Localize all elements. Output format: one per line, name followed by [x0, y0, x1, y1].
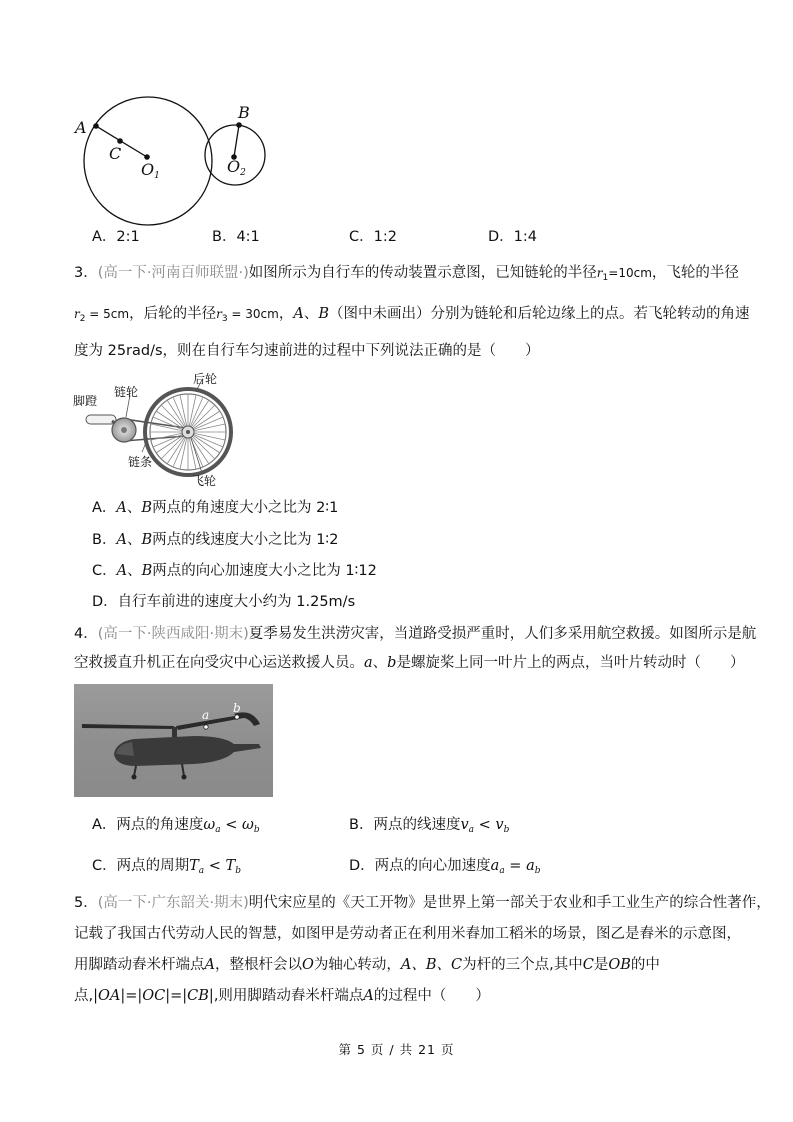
point-A: [93, 123, 99, 129]
q4-line1: 4．(高一下·陕西咸阳·期末)夏季易发生洪涝灾害，当道路受损严重时，人们多采用航空救援。如图所示是航: [74, 626, 757, 642]
question-source: (高一下·河南百师联盟·): [97, 265, 249, 281]
label-rearwheel: 后轮: [193, 372, 218, 386]
label-pedal: 脚蹬: [73, 394, 98, 408]
point-B: [236, 122, 242, 128]
q3-line2: $r_2 = 5cm$，后轮的半径$r_3 = 30cm$，A、B（图中未画出）分别为链轮和后轮边缘上的点。若飞轮转动的角速: [74, 306, 750, 324]
photo-label-a: a: [202, 708, 210, 722]
q4-option-d[interactable]: D．两点的向心加速度$a_a = a_b$: [349, 858, 541, 876]
leader-flywheel: [191, 438, 202, 473]
q4-option-c[interactable]: C．两点的周期$T_a < T_b$: [92, 858, 241, 876]
cockpit: [116, 742, 134, 756]
q4-option-a[interactable]: A．两点的角速度$\omega_a < \omega_b$: [92, 817, 260, 835]
q5-line4: 点,|OA|=|OC|=|CB|,则用脚踏动舂米杆端点A的过程中（ ）: [74, 988, 490, 1004]
q3-option-d[interactable]: D．自行车前进的速度大小约为 1.25m/s: [92, 594, 356, 610]
q4-line2: 空救援直升机正在向受灾中心运送救援人员。a、b是螺旋桨上同一叶片上的两点，当叶片转动时（ ）: [74, 655, 745, 671]
label-O2: O2: [227, 157, 246, 178]
label-chainwheel: 链轮: [114, 385, 139, 399]
flywheel-center: [186, 430, 190, 434]
label-flywheel: 飞轮: [192, 474, 217, 488]
q3-line3: 度为 25rad/s，则在自行车匀速前进的过程中下列说法正确的是（ ）: [74, 343, 540, 359]
wheel-front: [132, 775, 137, 780]
wheel-rear: [182, 775, 187, 780]
q3-option-c[interactable]: C．A、B两点的向心加速度大小之比为 1∶12: [92, 563, 377, 579]
fuselage: [114, 736, 261, 766]
q3-option-b[interactable]: B．A、B两点的线速度大小之比为 1∶2: [92, 532, 339, 548]
label-C: C: [109, 144, 122, 163]
q2-option-d[interactable]: D．1:4: [488, 229, 538, 245]
helicopter-photo: [74, 684, 273, 797]
q2-option-c[interactable]: C．1:2: [349, 229, 397, 245]
gear-rear: [182, 764, 184, 776]
q5-line1: 5．(高一下·广东韶关·期末)明代宋应星的《天工开物》是世界上第一部关于农业和手工业生产的综合性著作，: [74, 895, 771, 911]
radius-BO2: [234, 125, 239, 157]
label-chain: 链条: [128, 455, 153, 469]
helicopter-icon: [74, 684, 273, 797]
point-C: [117, 138, 123, 144]
label-B: B: [238, 103, 250, 122]
rotor-mast: [172, 727, 177, 737]
q3-line1: 3．(高一下·河南百师联盟·)如图所示为自行车的传动装置示意图，已知链轮的半径$r_1=10cm$，飞轮的半径: [74, 265, 739, 283]
label-A: A: [75, 118, 87, 137]
q2-option-a[interactable]: A．2:1: [92, 229, 140, 245]
photo-label-b: b: [233, 701, 241, 715]
point-O1: [144, 154, 150, 160]
page-footer: 第 5 页 / 共 21 页: [338, 1042, 455, 1057]
question-number: 3．: [74, 265, 98, 281]
chainwheel-center: [121, 427, 127, 433]
q3-option-a[interactable]: A．A、B两点的角速度大小之比为 2∶1: [92, 500, 339, 516]
point-a: [204, 725, 208, 729]
gear-front: [134, 766, 136, 776]
q5-line2: 记载了我国古代劳动人民的智慧，如图甲是劳动者正在利用米舂加工稻米的场景，图乙是舂米的示意图，: [74, 926, 741, 942]
q5-line3: 用脚踏动舂米杆端点A，整根杆会以O为轴心转动，A、B、C为杆的三个点,其中C是OB的中: [74, 957, 660, 973]
q4-option-b[interactable]: B．两点的线速度$v_a < v_b$: [349, 817, 510, 835]
rotor-blade: [82, 724, 174, 729]
point-b: [235, 715, 239, 719]
question-source: (高一下·陕西咸阳·期末): [97, 626, 249, 642]
pedal-icon: [86, 415, 116, 424]
bicycle-transmission-figure: [72, 366, 247, 488]
question-number: 5．: [74, 895, 98, 911]
question-number: 4．: [74, 626, 98, 642]
q2-option-b[interactable]: B．4:1: [212, 229, 260, 245]
question-source: (高一下·广东韶关·期末): [97, 895, 249, 911]
label-O1: O1: [141, 160, 160, 181]
